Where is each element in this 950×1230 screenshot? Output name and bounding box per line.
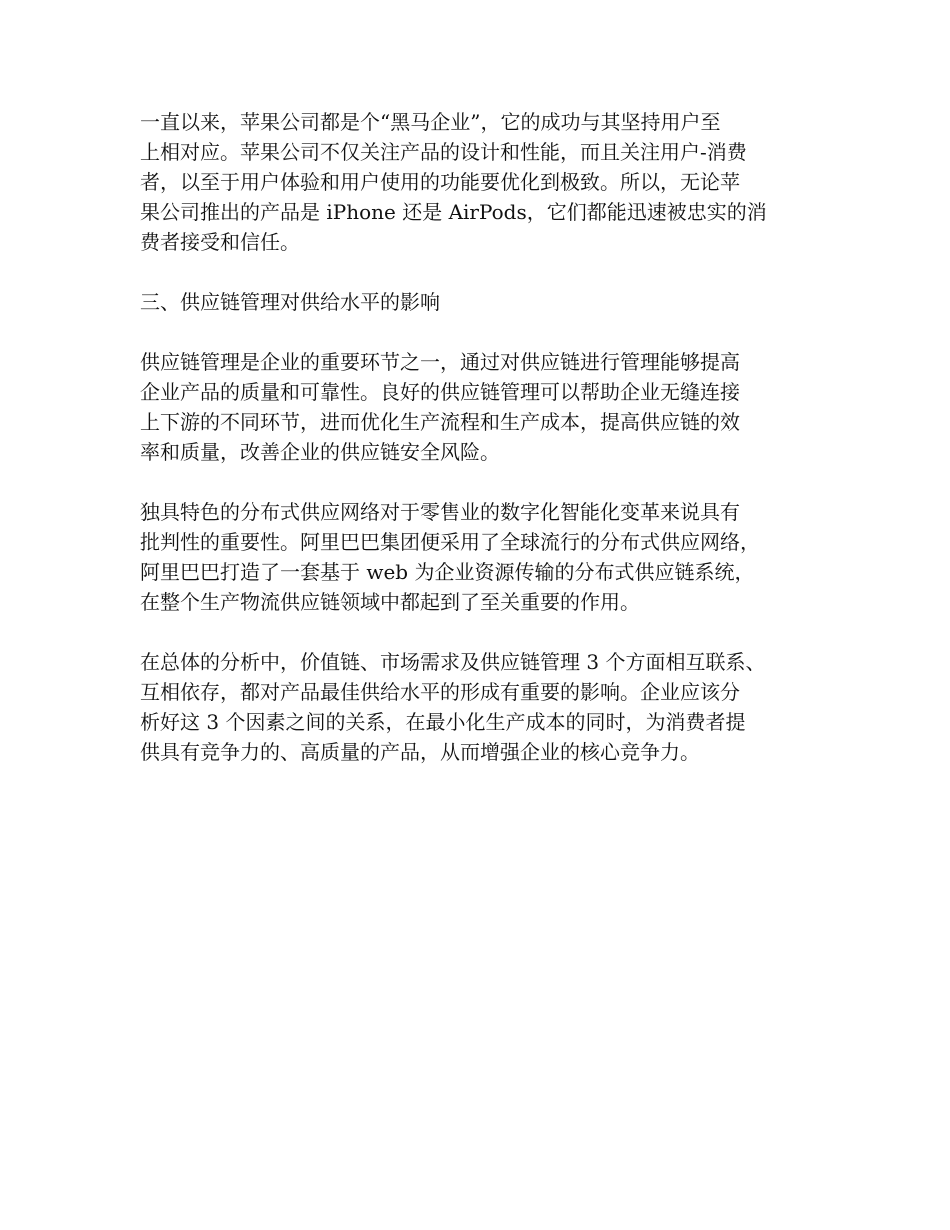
text-line: 企业产品的质量和可靠性。良好的供应链管理可以帮助企业无缝连接 — [140, 380, 740, 404]
paragraph-apple — [140, 107, 830, 257]
paragraph-alibaba — [140, 497, 830, 617]
text-line: 上下游的不同环节，进而优化生产流程和生产成本，提高供应链的效 — [140, 410, 740, 434]
section-heading — [140, 287, 830, 317]
paragraph-gap — [140, 257, 830, 287]
paragraph-gap — [140, 467, 830, 497]
text-line: 阿里巴巴打造了一套基于 web 为企业资源传输的分布式供应链系统， — [140, 560, 755, 584]
paragraph-conclusion — [140, 647, 830, 767]
text-line: 一直以来，苹果公司都是个“黑马企业”，它的成功与其坚持用户至 — [140, 110, 721, 134]
text-line: 供具有竞争力的、高质量的产品，从而增强企业的核心竞争力。 — [140, 740, 700, 764]
text-line: 独具特色的分布式供应网络对于零售业的数字化智能化变革来说具有 — [140, 500, 740, 524]
section-heading-text: 三、供应链管理对供给水平的影响 — [140, 290, 440, 314]
document-body — [140, 107, 830, 767]
text-line: 在总体的分析中，价值链、市场需求及供应链管理 3 个方面相互联系、 — [140, 650, 766, 674]
text-line: 互相依存，都对产品最佳供给水平的形成有重要的影响。企业应该分 — [140, 680, 740, 704]
text-line: 果公司推出的产品是 iPhone 还是 AirPods，它们都能迅速被忠实的消 — [140, 200, 767, 224]
paragraph-supply-chain — [140, 347, 830, 467]
paragraph-gap — [140, 317, 830, 347]
text-line: 在整个生产物流供应链领域中都起到了至关重要的作用。 — [140, 590, 640, 614]
text-line: 者，以至于用户体验和用户使用的功能要优化到极致。所以，无论苹 — [140, 170, 740, 194]
text-line: 上相对应。苹果公司不仅关注产品的设计和性能，而且关注用户-消费 — [140, 140, 747, 164]
text-line: 批判性的重要性。阿里巴巴集团便采用了全球流行的分布式供应网络， — [140, 530, 760, 554]
paragraph-gap — [140, 617, 830, 647]
text-line: 率和质量，改善企业的供应链安全风险。 — [140, 440, 500, 464]
text-line: 费者接受和信任。 — [140, 230, 300, 254]
text-line: 析好这 3 个因素之间的关系，在最小化生产成本的同时，为消费者提 — [140, 710, 746, 734]
text-line: 供应链管理是企业的重要环节之一，通过对供应链进行管理能够提高 — [140, 350, 740, 374]
